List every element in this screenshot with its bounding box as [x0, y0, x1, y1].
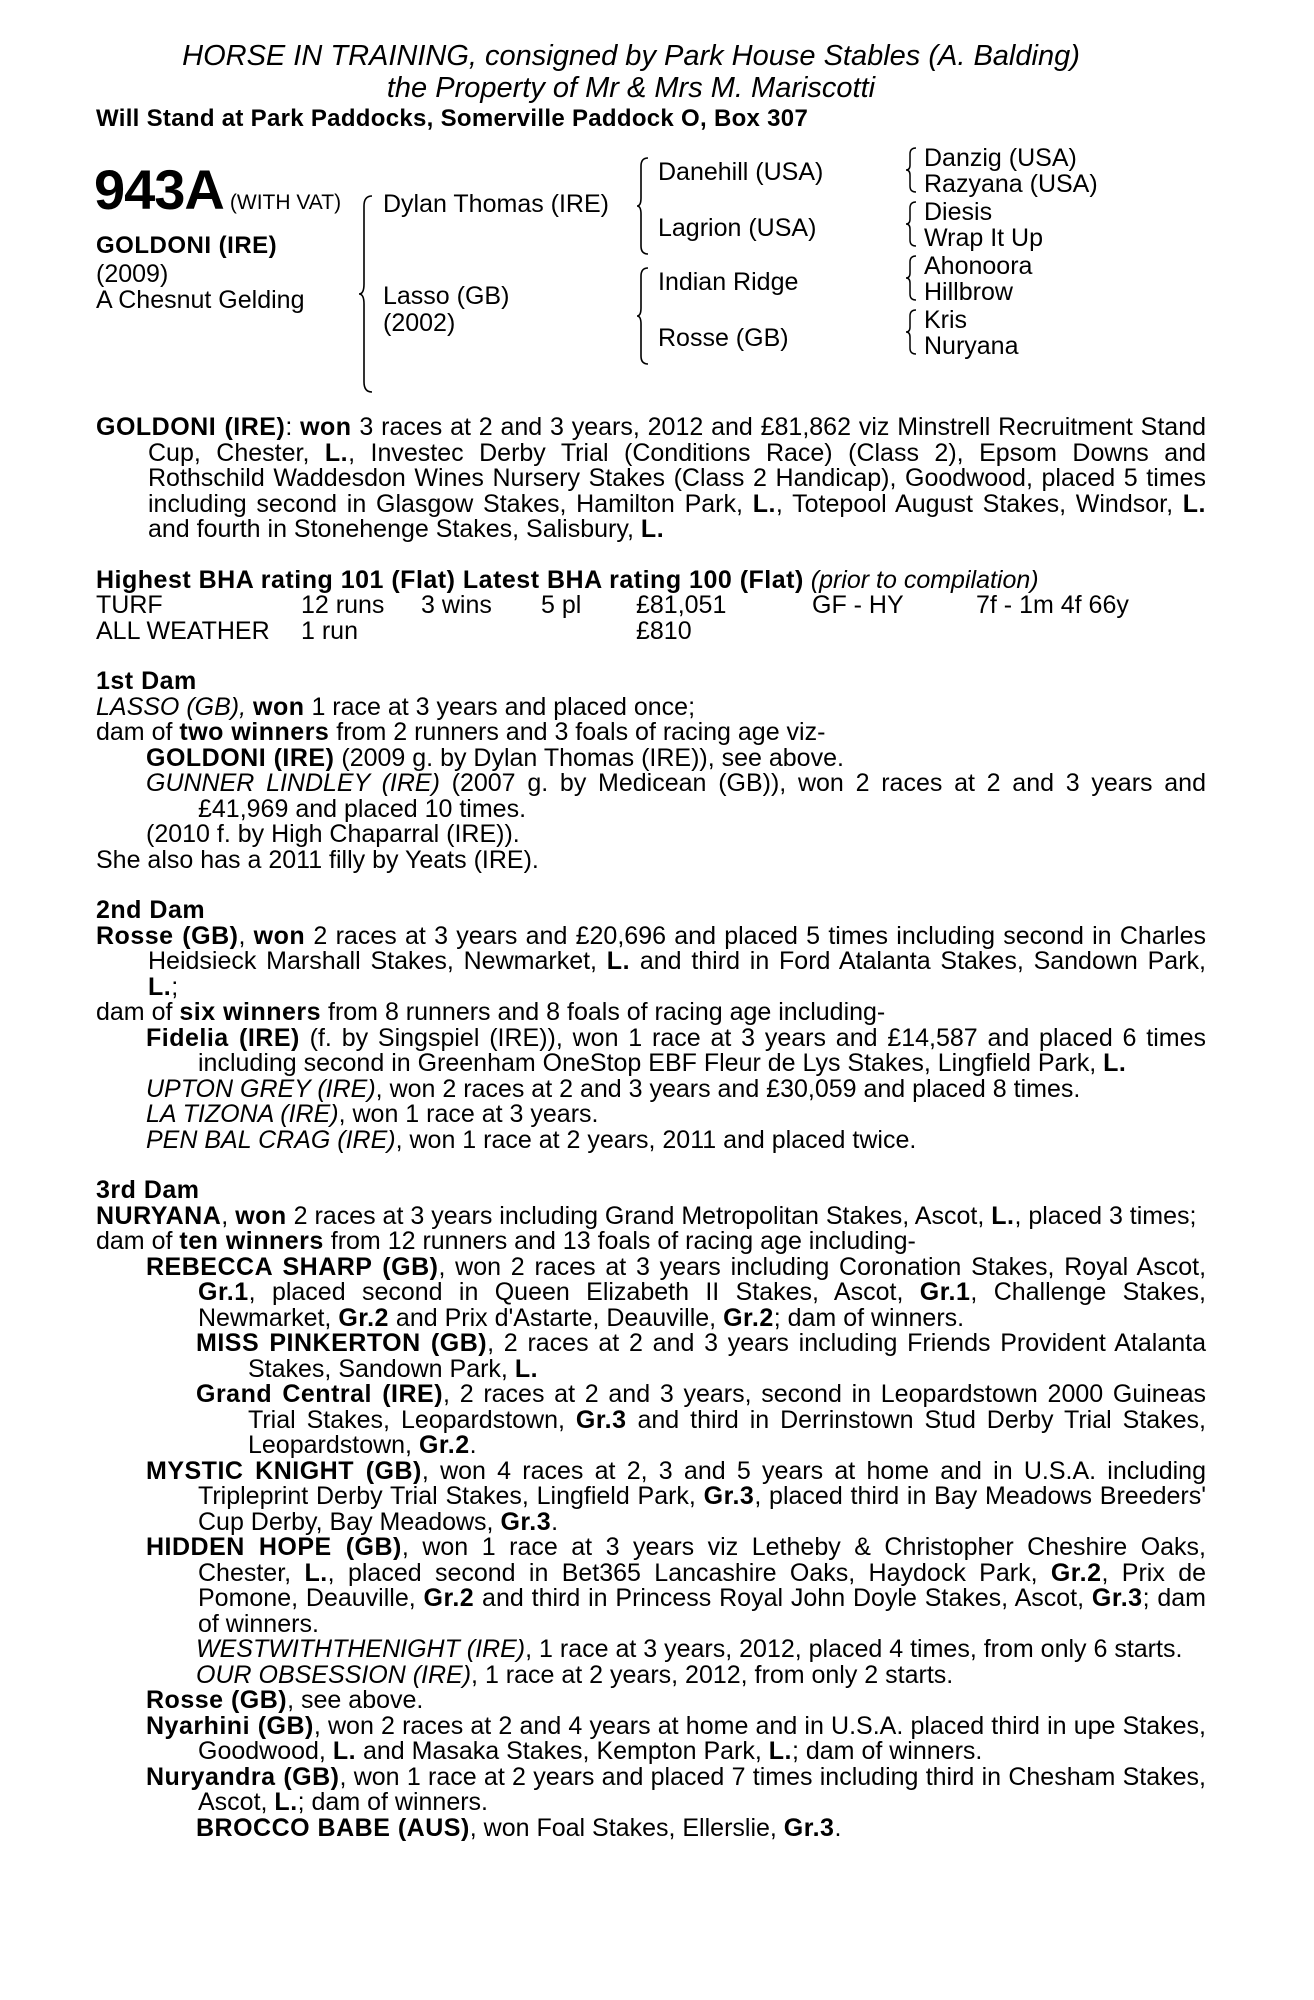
- gg-brace-3: [905, 254, 919, 302]
- dds: Kris: [924, 306, 968, 334]
- produce-brocco-babe: BROCCO BABE (AUS), won Foal Stakes, Ellerslie, Gr.3.: [196, 1813, 842, 1842]
- dam: Lasso (GB): [383, 282, 510, 310]
- produce-la-tizona: LA TIZONA (IRE), won 1 race at 3 years.: [146, 1100, 599, 1128]
- ddd: Nuryana: [924, 332, 1019, 360]
- turf-runs: 12 runs: [301, 591, 385, 619]
- produce-hidden-hope: HIDDEN HOPE (GB), won 1 race at 3 years viz Letheby & Christopher Cheshire Oaks, Chester, L., placed second in Bet365 Lancashire Oaks, Haydock Park, Gr.2, Prix de Pomone, Deauville, Gr.2 and third in Princess Royal John Doyle Stakes, Ascot, Gr.3; dam of winners.: [146, 1533, 1207, 1638]
- first-dam-produce: dam of two winners from 2 runners and 3 foals of racing age viz-: [96, 718, 826, 746]
- turf-distance: 7f - 1m 4f 66y: [976, 591, 1129, 619]
- first-dam-heading: 1st Dam: [96, 667, 197, 695]
- lot-number: 943A (WITH VAT): [94, 158, 342, 221]
- turf-wins: 3 wins: [421, 591, 492, 619]
- aw-runs: 1 run: [301, 616, 358, 645]
- pedigree-block: [96, 144, 1206, 389]
- catalogue-page: [96, 40, 1206, 1841]
- third-dam-record: NURYANA, won 2 races at 3 years including Grand Metropolitan Stakes, Ascot, L., placed 3 times;: [96, 1201, 1197, 1230]
- consignor-line: HORSE IN TRAINING, consigned by Park House Stables (A. Balding): [182, 40, 1080, 72]
- sire-dam-brace: [358, 194, 376, 394]
- turf-label: TURF: [96, 591, 163, 619]
- dam-dam: Rosse (GB): [658, 324, 789, 352]
- race-record-table: [96, 593, 1206, 644]
- race-summary: GOLDONI (IRE): won 3 races at 2 and 3 years, 2012 and £81,862 viz Minstrell Recruitment Stand Cup, Chester, L., Investec Derby Trial (Conditions Race) (Class 2), Epsom Downs and Rothschild Waddesdon Wines Nursery Stakes (Class 2 Handicap), Goodwood, placed 5 times including second in Glasgow Stakes, Hamilton Park, L., Totepool August Stakes, Windsor, L. and fourth in Stonehenge Stakes, Salisbury, L.: [96, 413, 1206, 543]
- sire: Dylan Thomas (IRE): [383, 190, 609, 218]
- produce-nuryandra: Nuryandra (GB), won 1 race at 2 years and placed 7 times including third in Chesham Stakes, Ascot, L.; dam of winners.: [146, 1762, 1206, 1816]
- second-dam-heading: 2nd Dam: [96, 896, 206, 924]
- first-dam-record: LASSO (GB), won 1 race at 3 years and placed once;: [96, 692, 696, 721]
- gg-brace-4: [905, 308, 919, 356]
- produce-2010-filly: (2010 f. by High Chaparral (IRE)).: [146, 820, 520, 848]
- horse-year: (2009): [96, 260, 169, 288]
- sdd: Wrap It Up: [924, 224, 1044, 252]
- turf-going: GF - HY: [812, 591, 904, 619]
- dsd: Hillbrow: [924, 278, 1013, 306]
- dam-sire: Indian Ridge: [658, 268, 799, 296]
- second-dam-record: Rosse (GB), won 2 races at 3 years and £20,696 and placed 5 times including second in Charles Heidsieck Marshall Stakes, Newmarket, L. and third in Ford Atalanta Stakes, Sandown Park, L.;: [96, 921, 1206, 1001]
- first-dam-also: She also has a 2011 filly by Yeats (IRE).: [96, 845, 539, 874]
- produce-rebecca-sharp: REBECCA SHARP (GB), won 2 races at 3 years including Coronation Stakes, Royal Ascot, Gr.1, placed second in Queen Elizabeth II Stakes, Ascot, Gr.1, Challenge Stakes, Newmarket, Gr.2 and Prix d'Astarte, Deauville, Gr.2; dam of winners.: [146, 1252, 1207, 1332]
- aw-earnings: £810: [636, 616, 692, 645]
- sds: Diesis: [924, 198, 993, 226]
- produce-rosse: Rosse (GB), see above.: [146, 1686, 424, 1714]
- second-dam-produce: dam of six winners from 8 runners and 8 foals of racing age including-: [96, 998, 886, 1026]
- third-dam-heading: 3rd Dam: [96, 1176, 200, 1204]
- horse-name: GOLDONI (IRE): [96, 232, 278, 259]
- sss: Danzig (USA): [924, 144, 1077, 172]
- produce-fidelia: Fidelia (IRE) (f. by Singspiel (IRE)), won 1 race at 3 years and £14,587 and placed 6 times including second in Greenham OneStop EBF Fleur de Lys Stakes, Lingfield Park, L.: [146, 1023, 1206, 1077]
- produce-mystic-knight: MYSTIC KNIGHT (GB), won 4 races at 2, 3 and 5 years at home and in U.S.A. including Tripleprint Derby Trial Stakes, Lingfield Park, Gr.3, placed third in Bay Meadows Breeders' Cup Derby, Bay Meadows, Gr.3.: [146, 1456, 1206, 1536]
- gg-brace-1: [905, 146, 919, 194]
- produce-westwiththenight: WESTWITHTHENIGHT (IRE), 1 race at 3 years, 2012, placed 4 times, from only 6 starts.: [196, 1635, 1183, 1663]
- ssd: Razyana (USA): [924, 170, 1098, 198]
- dam-year: (2002): [383, 309, 456, 337]
- sire-dam: Lagrion (USA): [658, 214, 817, 242]
- dam-brace: [636, 266, 652, 366]
- turf-placed: 5 pl: [541, 591, 582, 619]
- sire-sire: Danehill (USA): [658, 158, 824, 186]
- turf-earnings: £81,051: [636, 591, 727, 619]
- horse-description: A Chesnut Gelding: [96, 286, 305, 314]
- dss: Ahonoora: [924, 252, 1033, 280]
- produce-upton-grey: UPTON GREY (IRE), won 2 races at 2 and 3 years and £30,059 and placed 8 times.: [146, 1074, 1081, 1103]
- owner-line: the Property of Mr & Mrs M. Mariscotti: [386, 72, 876, 104]
- location-line: Will Stand at Park Paddocks, Somerville Paddock O, Box 307: [96, 105, 809, 132]
- sire-brace: [636, 156, 652, 256]
- produce-gunner-lindley: GUNNER LINDLEY (IRE) (2007 g. by Medicean (GB)), won 2 races at 2 and 3 years and £41,969 and placed 10 times.: [146, 769, 1206, 823]
- produce-grand-central: Grand Central (IRE), 2 races at 2 and 3 years, second in Leopardstown 2000 Guineas Trial Stakes, Leopardstown, Gr.3 and third in Derrinstown Stud Derby Trial Stakes, Leopardstown, Gr.2.: [196, 1380, 1206, 1459]
- produce-our-obsession: OUR OBSESSION (IRE), 1 race at 2 years, 2012, from only 2 starts.: [196, 1660, 954, 1689]
- produce-pen-bal-crag: PEN BAL CRAG (IRE), won 1 race at 2 years, 2011 and placed twice.: [146, 1125, 917, 1154]
- gg-brace-2: [905, 200, 919, 248]
- aw-label: ALL WEATHER: [96, 616, 270, 645]
- produce-goldoni: GOLDONI (IRE) (2009 g. by Dylan Thomas (IRE)), see above.: [146, 743, 844, 772]
- third-dam-produce: dam of ten winners from 12 runners and 13 foals of racing age including-: [96, 1227, 916, 1255]
- bha-rating: Highest BHA rating 101 (Flat) Latest BHA rating 100 (Flat) (prior to compilation): [96, 565, 1039, 594]
- produce-nyarhini: Nyarhini (GB), won 2 races at 2 and 4 years at home and in U.S.A. placed third in upe Stakes, Goodwood, L. and Masaka Stakes, Kempton Park, L.; dam of winners.: [146, 1711, 1207, 1765]
- produce-miss-pinkerton: MISS PINKERTON (GB), 2 races at 2 and 3 years including Friends Provident Atalanta Stakes, Sandown Park, L.: [196, 1329, 1206, 1383]
